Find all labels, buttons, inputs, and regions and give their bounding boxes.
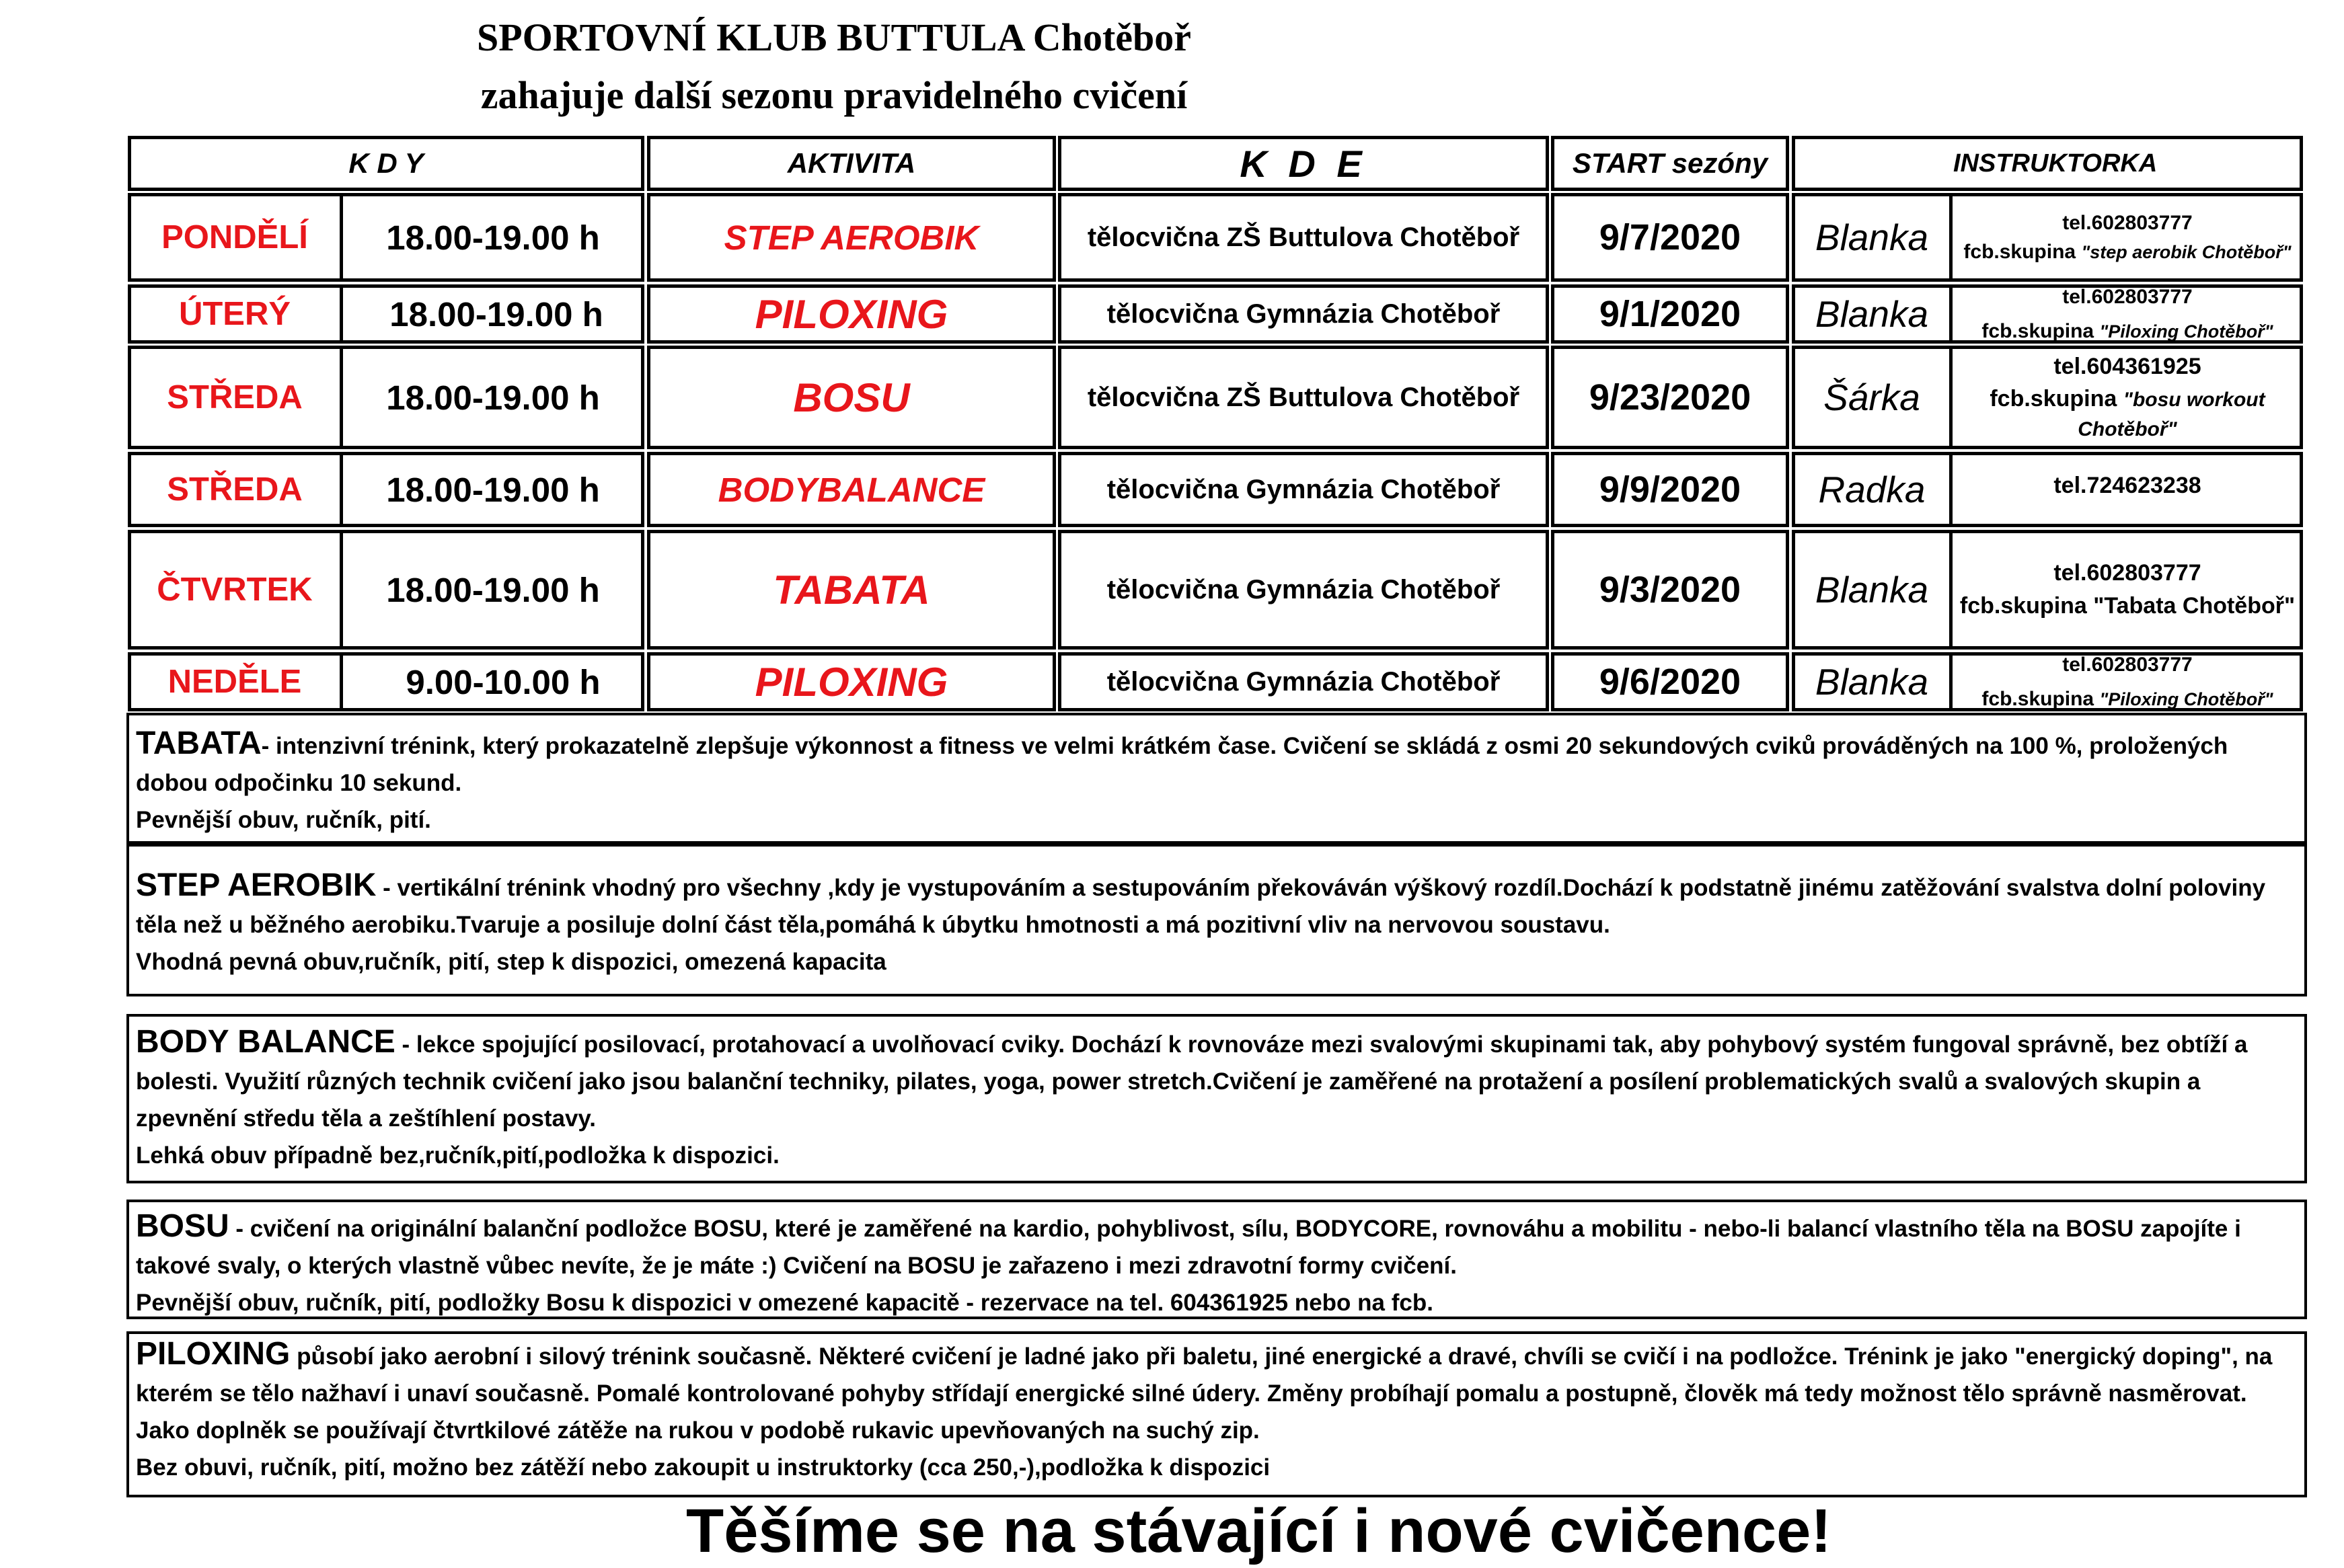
row-contact xyxy=(1952,346,2303,449)
description-piloxing xyxy=(126,1331,2307,1497)
row-activity: PILOXING xyxy=(755,659,948,705)
row-time: 18.00-19.00 h xyxy=(386,218,600,257)
row-start: 9/7/2020 xyxy=(1599,217,1741,258)
row-fcb-name: "step aerobik Chotěboř" xyxy=(2081,242,2292,262)
row-fcb-name: "bosu workout xyxy=(2123,389,2265,411)
row-tel: tel.602803777 xyxy=(2062,286,2193,308)
footer-slogan: Těšíme se na stávající i nové cvičence! xyxy=(686,1497,1831,1565)
row-tel: tel.724623238 xyxy=(2053,473,2201,498)
row-fcb-name-2: Chotěboř" xyxy=(2078,418,2177,440)
header-kdy: K D Y xyxy=(348,147,424,179)
row-instructor: Blanka xyxy=(1815,293,1929,335)
row-time: 9.00-10.00 h xyxy=(406,662,601,701)
description-extra: Pevnější obuv, ručník, pití. xyxy=(136,807,431,833)
title-line-2: zahajuje další sezonu pravidelného cvičení xyxy=(480,73,1188,117)
row-instructor: Blanka xyxy=(1815,569,1929,611)
title-line-1: SPORTOVNÍ KLUB BUTTULA Chotěboř xyxy=(476,15,1191,59)
row-activity: BOSU xyxy=(793,375,910,420)
header-kde: K D E xyxy=(1240,142,1367,185)
row-fcb-name: "Piloxing Chotěboř" xyxy=(2099,689,2273,709)
row-day: STŘEDA xyxy=(167,471,303,508)
description-bosu xyxy=(126,1200,2307,1319)
description-extra: Pevnější obuv, ručník, pití, podložky Bosu k dispozici v omezené kapacitě - rezervace na tel. 604361925 nebo na fcb. xyxy=(136,1290,1433,1316)
row-fcb-prefix: fcb.skupina xyxy=(1981,688,2100,710)
row-place: tělocvična Gymnázia Chotěboř xyxy=(1106,299,1501,329)
row-activity: TABATA xyxy=(773,567,930,613)
description-text: - vertikální trénink vhodný pro všechny ,kdy je vystupováním a sestupováním překováván výškový rozdíl.Dochází k podstatně jinému zatěžování svalstva dolní poloviny těla než u běžného aerobiku.Tvaruje a posiluje dolní část těla,pomáhá k úbytku hmotnosti a má pozitivní vliv na nervovou soustavu. xyxy=(136,875,2266,938)
row-instructor: Blanka xyxy=(1815,217,1929,258)
row-contact xyxy=(1952,193,2303,282)
header-start: START sezóny xyxy=(1572,147,1768,179)
description-text: - cvičení na originální balanční podložce BOSU, které je zaměřené na kardio, pohyblivost, sílu, BODYCORE, rovnováhu a mobilitu - nebo-li balancí vlastního těla na BOSU zapojíte i takové svaly, o kterých vlastně vůbec nevíte, že je máte :) Cvičení na BOSU je zařazeno i mezi zdravotní formy cvičení. xyxy=(136,1216,2241,1279)
row-place: tělocvična ZŠ Buttulova Chotěboř xyxy=(1087,222,1520,252)
description-extra: Vhodná pevná obuv,ručník, pití, step k dispozici, omezená kapacita xyxy=(136,949,886,975)
row-fcb-prefix: fcb.skupina xyxy=(1963,241,2082,263)
row-time: 18.00-19.00 h xyxy=(389,295,603,334)
row-day: PONDĚLÍ xyxy=(161,219,308,256)
row-start: 9/23/2020 xyxy=(1589,377,1751,418)
row-time: 18.00-19.00 h xyxy=(386,470,600,509)
row-day: ÚTERÝ xyxy=(178,296,291,332)
row-instructor: Šárka xyxy=(1823,377,1920,418)
row-contact xyxy=(1952,652,2303,711)
row-fcb-name: "Piloxing Chotěboř" xyxy=(2099,321,2273,342)
row-place: tělocvična Gymnázia Chotěboř xyxy=(1106,474,1501,504)
row-day: STŘEDA xyxy=(167,379,303,416)
row-place: tělocvična Gymnázia Chotěboř xyxy=(1106,574,1501,604)
row-tel: tel.604361925 xyxy=(2053,354,2201,380)
description-extra: Bez obuvi, ručník, pití, možno bez zátěží nebo zakoupit u instruktorky (cca 250,-),podložka k dispozici xyxy=(136,1454,1271,1481)
description-name: BODY BALANCE xyxy=(136,1024,395,1060)
description-text: - intenzivní trénink, který prokazatelně zlepšuje výkonnost a fitness ve velmi krátkém čase. Cvičení se skládá z osmi 20 sekundových cviků prováděných na 100 %, proložených dobou odpočinku 10 sekund. xyxy=(136,733,2228,796)
row-start: 9/6/2020 xyxy=(1599,662,1741,702)
description-name: BOSU xyxy=(136,1208,229,1244)
row-fcb-prefix: fcb.skupina xyxy=(1981,320,2100,342)
row-tel: tel.602803777 xyxy=(2062,654,2193,676)
description-extra: Lehká obuv případně bez,ručník,pití,podložka k dispozici. xyxy=(136,1142,780,1169)
row-place: tělocvična Gymnázia Chotěboř xyxy=(1106,666,1501,697)
row-contact xyxy=(1952,452,2303,527)
row-activity: STEP AEROBIK xyxy=(724,218,979,257)
header-aktivita: AKTIVITA xyxy=(787,147,916,179)
row-fcb-name: "Tabata Chotěboř" xyxy=(2093,593,2296,619)
row-contact xyxy=(1952,284,2303,344)
row-tel: tel.602803777 xyxy=(2053,559,2201,586)
row-start: 9/9/2020 xyxy=(1599,469,1741,510)
row-start: 9/1/2020 xyxy=(1599,294,1741,334)
row-day: ČTVRTEK xyxy=(157,572,313,608)
row-activity: BODYBALANCE xyxy=(718,470,985,509)
description-name: STEP AEROBIK xyxy=(136,867,377,903)
row-start: 9/3/2020 xyxy=(1599,570,1741,610)
description-step-aerobik xyxy=(126,844,2307,996)
row-activity: PILOXING xyxy=(755,291,948,337)
row-time: 18.00-19.00 h xyxy=(386,570,600,609)
description-name: TABATA xyxy=(136,726,262,761)
description-text: - lekce spojující posilovací, protahovací a uvolňovací cviky. Dochází k rovnováze mezi svalovými skupinami tak, aby pohybový systém fungoval správně, bez obtíží a bolesti. Využití různých technik cvičení jako jsou balanční techniky, pilates, yoga, power stretch.Cvičení je zaměřené na protažení a posílení problematických svalů a svalových skupin a zpevnění středu těla a zeštíhlení postavy. xyxy=(136,1031,2248,1132)
header-instruktorka: INSTRUKTORKA xyxy=(1953,149,2158,178)
description-tabata xyxy=(126,713,2307,844)
row-instructor: Blanka xyxy=(1815,661,1929,703)
row-tel: tel.602803777 xyxy=(2062,211,2193,234)
description-body-balance xyxy=(126,1014,2307,1183)
row-contact xyxy=(1952,530,2303,650)
row-fcb-prefix: fcb.skupina xyxy=(1990,386,2123,411)
row-place: tělocvična ZŠ Buttulova Chotěboř xyxy=(1087,382,1520,412)
row-time: 18.00-19.00 h xyxy=(386,378,600,417)
description-text: působí jako aerobní i silový trénink současně. Některé cvičení je ladné jako při baletu, jiné energické a dravé, chvíli se cvičí i na podložce. Trénink je jako "energický doping", na kterém se tělo nažhaví i unaví současně. Pomalé kontrolované pohyby střídají energické silné údery. Změny probíhají pomalu a postupně, člověk má tedy možnost tělo správně nasměrovat. Jako doplněk se používají čtvrtkilové zátěže na rukou v podobě rukavic upevňovaných na suchý zip. xyxy=(136,1343,2273,1444)
row-fcb-prefix: fcb.skupina xyxy=(1959,593,2094,619)
row-instructor: Radka xyxy=(1818,469,1926,510)
row-day: NEDĚLE xyxy=(167,664,302,700)
description-name: PILOXING xyxy=(136,1336,291,1372)
